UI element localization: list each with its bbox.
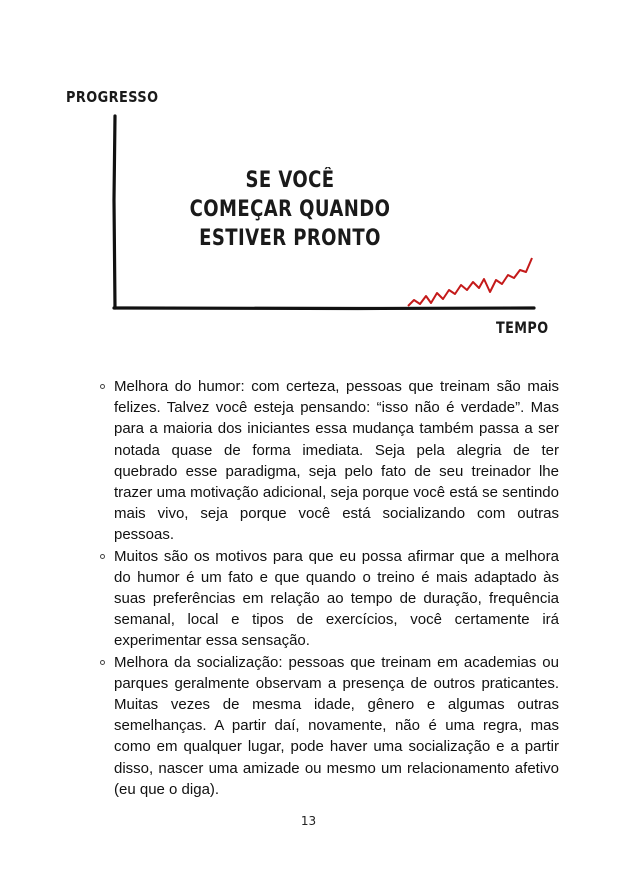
benefits-list	[100, 376, 559, 800]
y-axis-label: PROGRESSO	[66, 88, 159, 106]
progress-line	[408, 258, 532, 306]
x-axis-label: TEMPO	[496, 318, 549, 337]
circle-bullet-icon	[100, 660, 105, 665]
progress-comic	[58, 80, 558, 350]
circle-bullet-icon	[100, 554, 105, 559]
page-number: 13	[300, 814, 317, 828]
list-item	[100, 652, 559, 800]
y-axis-line	[114, 116, 115, 308]
list-item-text: Muitos são os motivos para que eu possa afirmar que a melhora do humor é um fato e que quando o treino é mais adaptado às suas preferências em relação ao tempo de duração, frequência semanal, local e tipos de exercícios, você certamente irá experimentar essa sensação.	[114, 547, 559, 650]
circle-bullet-icon	[100, 384, 105, 389]
list-item	[100, 546, 559, 652]
list-item	[100, 376, 559, 546]
list-item-text: Melhora do humor: com certeza, pessoas que treinam são mais felizes. Talvez você esteja pensando: “isso não é verdade”. Mas para a maioria dos iniciantes essa mudança também passa a ser notada quase de forma imediata. Seja pela alegria de ter quebrado esse paradigma, seja pelo fato de seu treinador lhe trazer uma motivação adicional, seja porque você está se sentindo mais vivo, seja porque você está socializando com outras pessoas.	[114, 378, 559, 544]
comic-caption-line-1: SE VOCÊ	[245, 168, 335, 193]
comic-caption-line-2: COMEÇAR QUANDO	[189, 197, 391, 222]
comic-caption-line-3: ESTIVER PRONTO	[199, 226, 381, 251]
x-axis-line	[114, 308, 534, 309]
list-item-text: Melhora da socialização: pessoas que treinam em academias ou parques geralmente observam a presença de outros praticantes. Muitas vezes de mesma idade, gênero e algumas outras semelhanças. A partir daí, novamente, não é uma regra, mas como em qualquer lugar, pode haver uma socialização e a partir disso, nascer uma amizade ou mesmo um relacionamento afetivo (eu que o diga).	[114, 653, 559, 798]
